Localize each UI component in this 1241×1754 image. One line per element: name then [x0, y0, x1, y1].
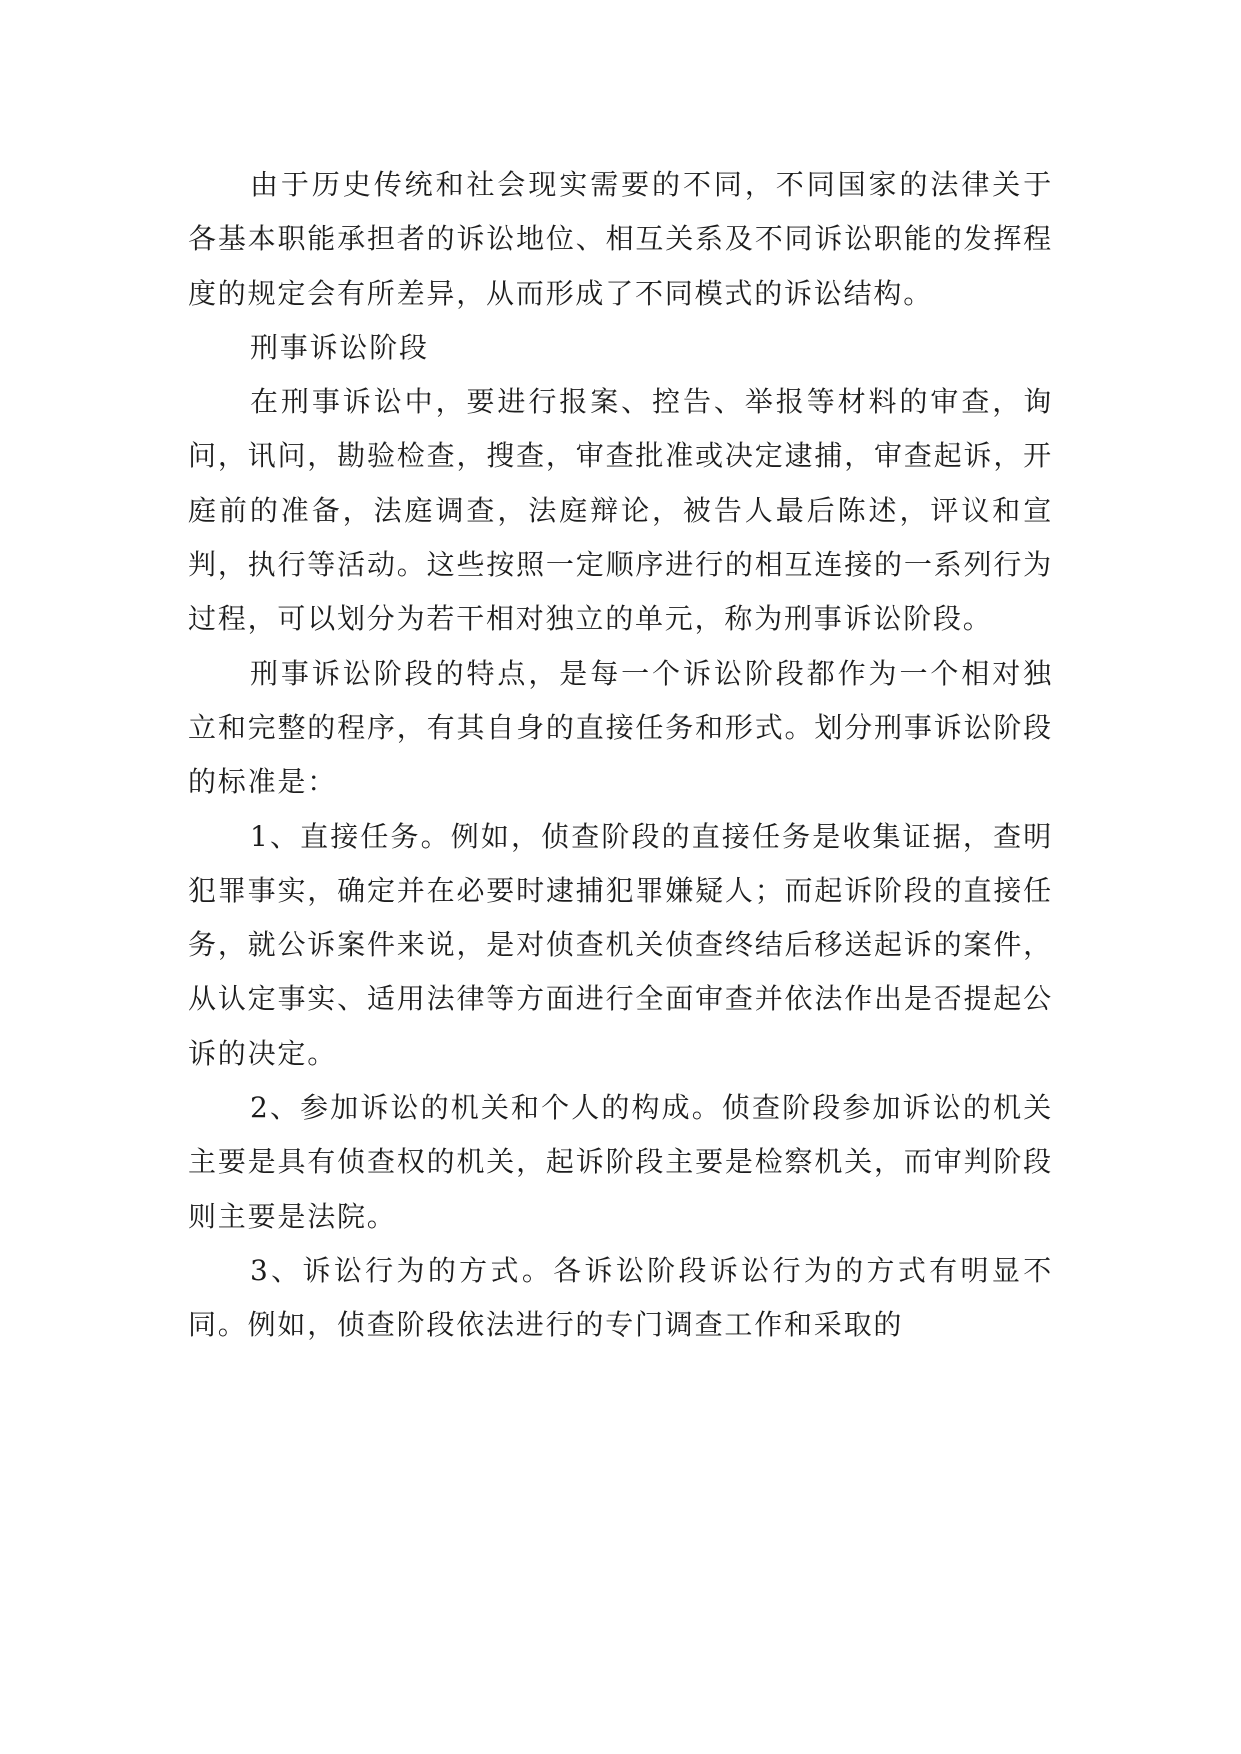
list-item-participants: 2、参加诉讼的机关和个人的构成。侦查阶段参加诉讼的机关主要是具有侦查权的机关，起诉阶段主要是检察机关，而审判阶段则主要是法院。	[188, 1091, 1053, 1233]
paragraph-stages-definition: 在刑事诉讼中，要进行报案、控告、举报等材料的审查，询问，讯问，勘验检查，搜查，审查批准或决定逮捕，审查起诉，开庭前的准备，法庭调查，法庭辩论，被告人最后陈述，评议和宣判，执行等活动。这些按照一定顺序进行的相互连接的一系列行为过程，可以划分为若干相对独立的单元，称为刑事诉讼阶段。	[188, 385, 1053, 636]
section-heading-criminal-procedure-stages: 刑事诉讼阶段	[250, 330, 429, 364]
paragraph-litigation-structure: 由于历史传统和社会现实需要的不同，不同国家的法律关于各基本职能承担者的诉讼地位、相互关系及不同诉讼职能的发挥程度的规定会有所差异，从而形成了不同模式的诉讼结构。	[188, 168, 1053, 310]
paragraph-stages-characteristics: 刑事诉讼阶段的特点，是每一个诉讼阶段都作为一个相对独立和完整的程序，有其自身的直接任务和形式。划分刑事诉讼阶段的标准是：	[188, 656, 1053, 799]
list-item-conduct-method: 3、诉讼行为的方式。各诉讼阶段诉讼行为的方式有明显不同。例如，侦查阶段依法进行的专门调查工作和采取的	[188, 1253, 1053, 1342]
document-body	[188, 158, 1053, 1353]
list-item-direct-task: 1、直接任务。例如，侦查阶段的直接任务是收集证据，查明犯罪事实，确定并在必要时逮捕犯罪嫌疑人；而起诉阶段的直接任务，就公诉案件来说，是对侦查机关侦查终结后移送起诉的案件，从认定事实、适用法律等方面进行全面审查并依法作出是否提起公诉的决定。	[188, 819, 1053, 1070]
